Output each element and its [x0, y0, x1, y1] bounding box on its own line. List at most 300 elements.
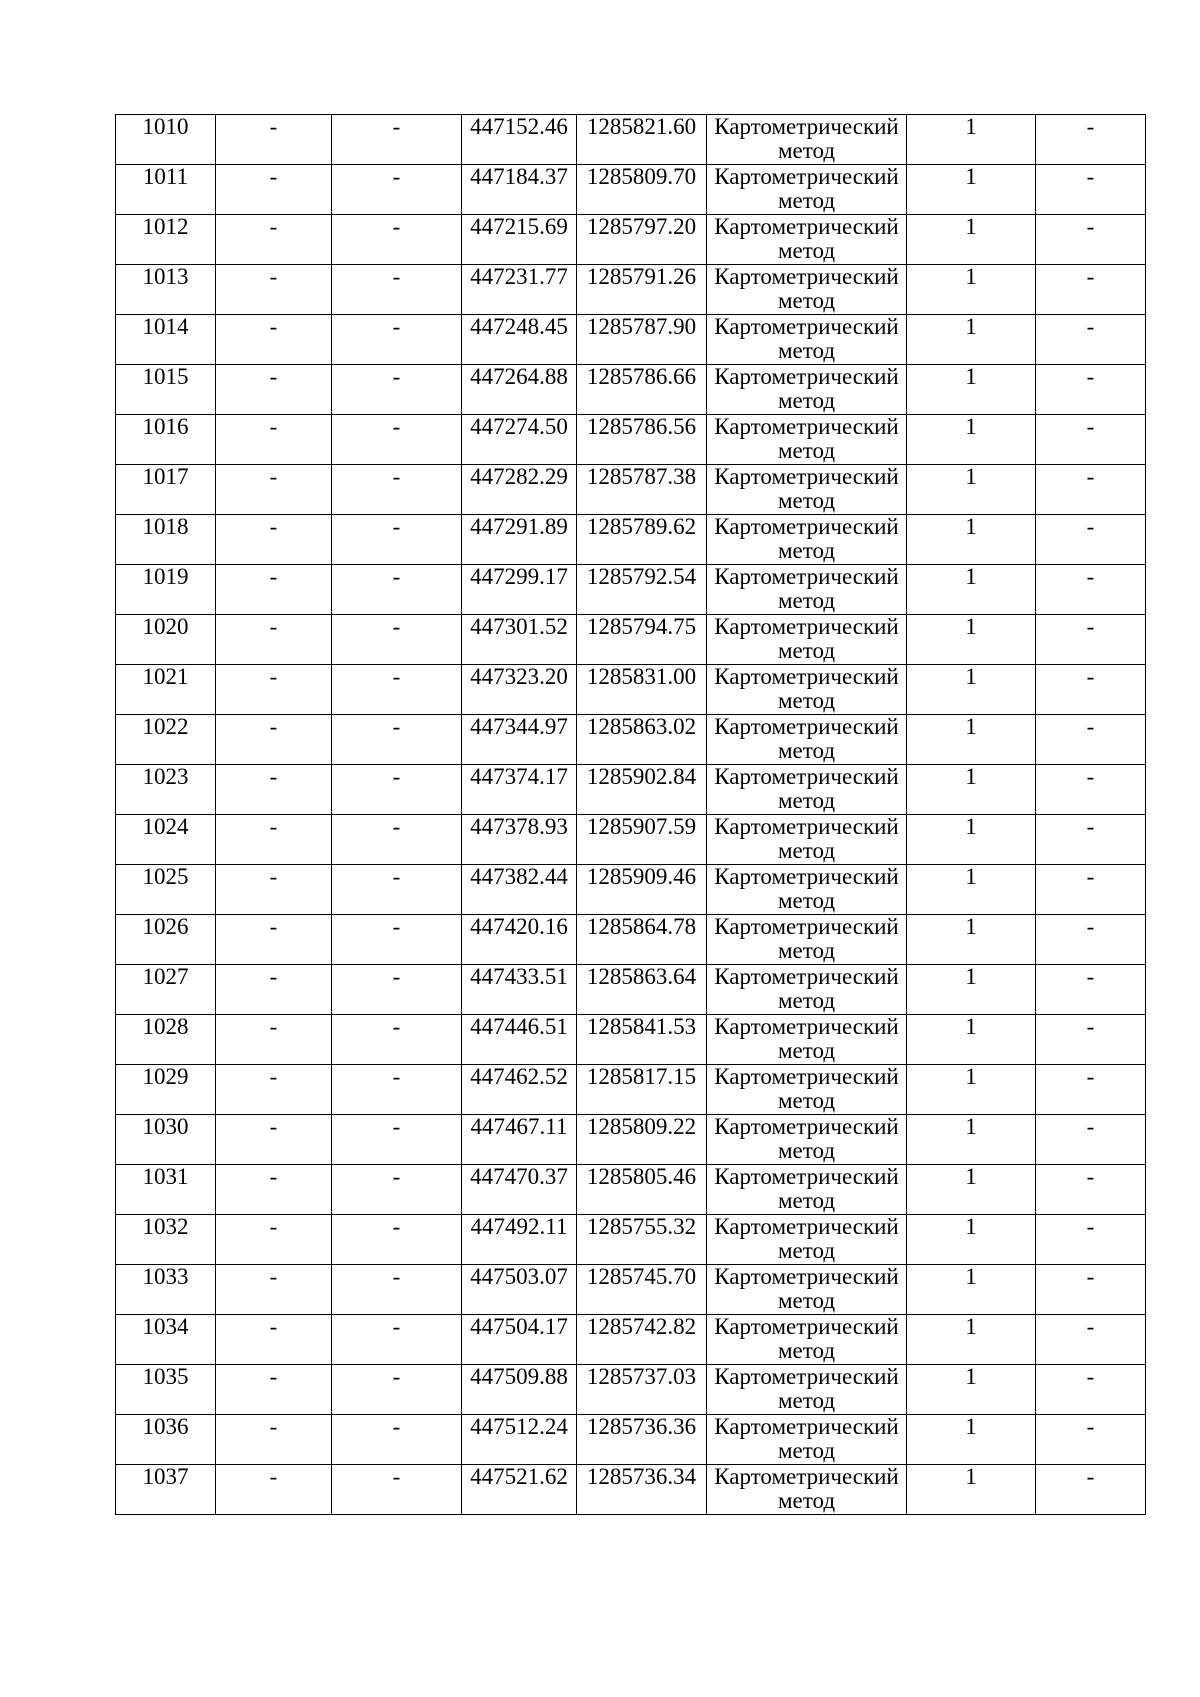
accuracy-cell: 1 [907, 1065, 1036, 1115]
accuracy-cell: 1 [907, 965, 1036, 1015]
point-number-cell: 1030 [116, 1115, 216, 1165]
point-number-cell: 1014 [116, 315, 216, 365]
coordinate-x-cell: 447433.51 [462, 965, 577, 1015]
empty-value-cell: - [216, 1165, 332, 1215]
empty-value-cell: - [332, 565, 462, 615]
method-line-2: метод [777, 1488, 836, 1513]
method-line-1: Картометрический [714, 1014, 899, 1039]
accuracy-cell: 1 [907, 215, 1036, 265]
method-cell [707, 865, 907, 915]
coordinate-y-cell: 1285902.84 [577, 765, 707, 815]
empty-value-cell: - [332, 365, 462, 415]
coordinate-y-cell: 1285863.02 [577, 715, 707, 765]
empty-value-cell: - [216, 815, 332, 865]
coordinate-y-cell: 1285786.56 [577, 415, 707, 465]
coordinate-x-cell: 447152.46 [462, 115, 577, 165]
method-line-1: Картометрический [714, 464, 899, 489]
method-cell [707, 515, 907, 565]
coordinate-y-cell: 1285745.70 [577, 1265, 707, 1315]
point-number-cell: 1035 [116, 1365, 216, 1415]
accuracy-cell: 1 [907, 815, 1036, 865]
method-cell [707, 165, 907, 215]
point-number-cell: 1032 [116, 1215, 216, 1265]
table-body [116, 115, 1146, 1515]
accuracy-cell: 1 [907, 665, 1036, 715]
empty-value-cell: - [1036, 1015, 1146, 1065]
method-line-1: Картометрический [714, 564, 899, 589]
method-line-2: метод [777, 238, 836, 263]
method-line-2: метод [777, 788, 836, 813]
table-row [116, 1315, 1146, 1365]
coordinate-y-cell: 1285831.00 [577, 665, 707, 715]
accuracy-cell: 1 [907, 265, 1036, 315]
coordinate-y-cell: 1285791.26 [577, 265, 707, 315]
empty-value-cell: - [216, 315, 332, 365]
method-line-1: Картометрический [714, 514, 899, 539]
coordinate-y-cell: 1285786.66 [577, 365, 707, 415]
method-cell [707, 415, 907, 465]
coordinate-x-cell: 447462.52 [462, 1065, 577, 1115]
empty-value-cell: - [1036, 1465, 1146, 1515]
empty-value-cell: - [332, 1215, 462, 1265]
empty-value-cell: - [216, 515, 332, 565]
method-line-1: Картометрический [714, 914, 899, 939]
method-line-1: Картометрический [714, 314, 899, 339]
coordinate-y-cell: 1285794.75 [577, 615, 707, 665]
method-line-2: метод [777, 1388, 836, 1413]
accuracy-cell: 1 [907, 465, 1036, 515]
coordinate-x-cell: 447291.89 [462, 515, 577, 565]
method-line-1: Картометрический [714, 864, 899, 889]
method-line-2: метод [777, 688, 836, 713]
coordinate-x-cell: 447264.88 [462, 365, 577, 415]
empty-value-cell: - [332, 1415, 462, 1465]
coordinate-x-cell: 447492.11 [462, 1215, 577, 1265]
method-line-2: метод [777, 1288, 836, 1313]
empty-value-cell: - [216, 115, 332, 165]
table-row [116, 1015, 1146, 1065]
point-number-cell: 1010 [116, 115, 216, 165]
empty-value-cell: - [1036, 915, 1146, 965]
method-line-1: Картометрический [714, 814, 899, 839]
coordinate-x-cell: 447504.17 [462, 1315, 577, 1365]
method-cell [707, 365, 907, 415]
empty-value-cell: - [216, 765, 332, 815]
coordinate-y-cell: 1285736.36 [577, 1415, 707, 1465]
empty-value-cell: - [1036, 515, 1146, 565]
empty-value-cell: - [332, 1065, 462, 1115]
method-line-1: Картометрический [714, 364, 899, 389]
point-number-cell: 1036 [116, 1415, 216, 1465]
table-row [116, 1465, 1146, 1515]
empty-value-cell: - [1036, 215, 1146, 265]
coordinate-y-cell: 1285787.90 [577, 315, 707, 365]
method-cell [707, 815, 907, 865]
method-cell [707, 465, 907, 515]
method-line-2: метод [777, 988, 836, 1013]
method-line-1: Картометрический [714, 164, 899, 189]
accuracy-cell: 1 [907, 515, 1036, 565]
accuracy-cell: 1 [907, 865, 1036, 915]
table-row [116, 465, 1146, 515]
empty-value-cell: - [1036, 1415, 1146, 1465]
coordinate-x-cell: 447231.77 [462, 265, 577, 315]
method-line-2: метод [777, 738, 836, 763]
table-row [116, 515, 1146, 565]
accuracy-cell: 1 [907, 765, 1036, 815]
method-cell [707, 1365, 907, 1415]
method-cell [707, 265, 907, 315]
method-line-1: Картометрический [714, 414, 899, 439]
empty-value-cell: - [332, 715, 462, 765]
table-row [116, 1115, 1146, 1165]
method-line-1: Картометрический [714, 714, 899, 739]
method-line-1: Картометрический [714, 1414, 899, 1439]
method-line-1: Картометрический [714, 114, 899, 139]
point-number-cell: 1017 [116, 465, 216, 515]
point-number-cell: 1037 [116, 1465, 216, 1515]
point-number-cell: 1025 [116, 865, 216, 915]
empty-value-cell: - [1036, 1265, 1146, 1315]
accuracy-cell: 1 [907, 1165, 1036, 1215]
empty-value-cell: - [332, 765, 462, 815]
empty-value-cell: - [332, 515, 462, 565]
empty-value-cell: - [1036, 1365, 1146, 1415]
empty-value-cell: - [332, 1365, 462, 1415]
method-line-1: Картометрический [714, 214, 899, 239]
empty-value-cell: - [332, 315, 462, 365]
coordinate-x-cell: 447215.69 [462, 215, 577, 265]
accuracy-cell: 1 [907, 365, 1036, 415]
coordinate-x-cell: 447323.20 [462, 665, 577, 715]
method-line-2: метод [777, 1438, 836, 1463]
point-number-cell: 1016 [116, 415, 216, 465]
coordinate-y-cell: 1285789.62 [577, 515, 707, 565]
coordinate-x-cell: 447420.16 [462, 915, 577, 965]
empty-value-cell: - [216, 1215, 332, 1265]
method-line-2: метод [777, 1138, 836, 1163]
coordinate-y-cell: 1285907.59 [577, 815, 707, 865]
coordinate-y-cell: 1285864.78 [577, 915, 707, 965]
table-row [116, 365, 1146, 415]
empty-value-cell: - [216, 215, 332, 265]
method-line-1: Картометрический [714, 1464, 899, 1489]
accuracy-cell: 1 [907, 1465, 1036, 1515]
coordinate-x-cell: 447467.11 [462, 1115, 577, 1165]
method-line-1: Картометрический [714, 1214, 899, 1239]
coordinate-x-cell: 447509.88 [462, 1365, 577, 1415]
table-row [116, 665, 1146, 715]
method-cell [707, 765, 907, 815]
coordinate-y-cell: 1285809.22 [577, 1115, 707, 1165]
empty-value-cell: - [332, 465, 462, 515]
empty-value-cell: - [332, 1115, 462, 1165]
coordinate-y-cell: 1285742.82 [577, 1315, 707, 1365]
table-row [116, 215, 1146, 265]
empty-value-cell: - [332, 815, 462, 865]
table-row [116, 1165, 1146, 1215]
empty-value-cell: - [332, 115, 462, 165]
table-row [116, 765, 1146, 815]
table-row [116, 865, 1146, 915]
accuracy-cell: 1 [907, 915, 1036, 965]
point-number-cell: 1034 [116, 1315, 216, 1365]
empty-value-cell: - [1036, 715, 1146, 765]
empty-value-cell: - [1036, 465, 1146, 515]
method-cell [707, 1165, 907, 1215]
empty-value-cell: - [1036, 115, 1146, 165]
point-number-cell: 1023 [116, 765, 216, 815]
empty-value-cell: - [1036, 1315, 1146, 1365]
empty-value-cell: - [216, 865, 332, 915]
method-cell [707, 115, 907, 165]
empty-value-cell: - [1036, 365, 1146, 415]
empty-value-cell: - [1036, 1115, 1146, 1165]
accuracy-cell: 1 [907, 1215, 1036, 1265]
coordinate-y-cell: 1285787.38 [577, 465, 707, 515]
point-number-cell: 1015 [116, 365, 216, 415]
method-line-1: Картометрический [714, 1264, 899, 1289]
empty-value-cell: - [216, 615, 332, 665]
method-line-1: Картометрический [714, 264, 899, 289]
accuracy-cell: 1 [907, 1415, 1036, 1465]
table-row [116, 415, 1146, 465]
coordinate-x-cell: 447470.37 [462, 1165, 577, 1215]
coordinate-x-cell: 447248.45 [462, 315, 577, 365]
method-line-1: Картометрический [714, 964, 899, 989]
empty-value-cell: - [216, 165, 332, 215]
empty-value-cell: - [1036, 315, 1146, 365]
empty-value-cell: - [1036, 265, 1146, 315]
empty-value-cell: - [216, 1315, 332, 1365]
empty-value-cell: - [332, 1165, 462, 1215]
method-line-2: метод [777, 588, 836, 613]
point-number-cell: 1028 [116, 1015, 216, 1065]
method-line-1: Картометрический [714, 614, 899, 639]
coordinate-x-cell: 447299.17 [462, 565, 577, 615]
empty-value-cell: - [332, 1465, 462, 1515]
table-row [116, 815, 1146, 865]
coordinate-x-cell: 447446.51 [462, 1015, 577, 1065]
coordinate-x-cell: 447301.52 [462, 615, 577, 665]
coordinate-x-cell: 447378.93 [462, 815, 577, 865]
accuracy-cell: 1 [907, 615, 1036, 665]
table-row [116, 1265, 1146, 1315]
method-line-1: Картометрический [714, 664, 899, 689]
accuracy-cell: 1 [907, 1115, 1036, 1165]
empty-value-cell: - [332, 1315, 462, 1365]
method-line-2: метод [777, 888, 836, 913]
coordinate-y-cell: 1285805.46 [577, 1165, 707, 1215]
point-number-cell: 1021 [116, 665, 216, 715]
empty-value-cell: - [216, 365, 332, 415]
method-cell [707, 1315, 907, 1365]
method-line-2: метод [777, 1188, 836, 1213]
method-cell [707, 315, 907, 365]
method-line-2: метод [777, 138, 836, 163]
empty-value-cell: - [1036, 965, 1146, 1015]
empty-value-cell: - [1036, 565, 1146, 615]
method-line-1: Картометрический [714, 1164, 899, 1189]
method-cell [707, 1015, 907, 1065]
method-cell [707, 1265, 907, 1315]
table-row [116, 1365, 1146, 1415]
point-number-cell: 1020 [116, 615, 216, 665]
accuracy-cell: 1 [907, 1265, 1036, 1315]
empty-value-cell: - [216, 1065, 332, 1115]
empty-value-cell: - [1036, 765, 1146, 815]
empty-value-cell: - [1036, 165, 1146, 215]
method-line-2: метод [777, 1338, 836, 1363]
table-row [116, 265, 1146, 315]
empty-value-cell: - [216, 665, 332, 715]
method-cell [707, 215, 907, 265]
point-number-cell: 1012 [116, 215, 216, 265]
table-row [116, 565, 1146, 615]
empty-value-cell: - [216, 1265, 332, 1315]
method-cell [707, 1465, 907, 1515]
coordinate-y-cell: 1285909.46 [577, 865, 707, 915]
coordinate-x-cell: 447503.07 [462, 1265, 577, 1315]
table-row [116, 1215, 1146, 1265]
coordinates-table [115, 114, 1146, 1515]
coordinate-x-cell: 447512.24 [462, 1415, 577, 1465]
method-cell [707, 565, 907, 615]
method-cell [707, 615, 907, 665]
empty-value-cell: - [216, 1365, 332, 1415]
accuracy-cell: 1 [907, 315, 1036, 365]
method-cell [707, 915, 907, 965]
empty-value-cell: - [1036, 415, 1146, 465]
table-row [116, 165, 1146, 215]
empty-value-cell: - [216, 265, 332, 315]
point-number-cell: 1029 [116, 1065, 216, 1115]
empty-value-cell: - [216, 915, 332, 965]
method-cell [707, 1115, 907, 1165]
empty-value-cell: - [1036, 865, 1146, 915]
coordinate-y-cell: 1285809.70 [577, 165, 707, 215]
point-number-cell: 1018 [116, 515, 216, 565]
accuracy-cell: 1 [907, 565, 1036, 615]
coordinate-y-cell: 1285821.60 [577, 115, 707, 165]
coordinate-y-cell: 1285737.03 [577, 1365, 707, 1415]
empty-value-cell: - [216, 965, 332, 1015]
method-line-2: метод [777, 438, 836, 463]
accuracy-cell: 1 [907, 1365, 1036, 1415]
empty-value-cell: - [332, 965, 462, 1015]
table-row [116, 1065, 1146, 1115]
method-line-2: метод [777, 388, 836, 413]
method-line-1: Картометрический [714, 1114, 899, 1139]
table-row [116, 915, 1146, 965]
coordinate-x-cell: 447374.17 [462, 765, 577, 815]
empty-value-cell: - [1036, 815, 1146, 865]
coordinate-x-cell: 447344.97 [462, 715, 577, 765]
empty-value-cell: - [216, 565, 332, 615]
method-line-1: Картометрический [714, 1364, 899, 1389]
coordinate-y-cell: 1285841.53 [577, 1015, 707, 1065]
coordinate-x-cell: 447382.44 [462, 865, 577, 915]
method-cell [707, 665, 907, 715]
table-row [116, 115, 1146, 165]
coordinate-y-cell: 1285863.64 [577, 965, 707, 1015]
coordinate-x-cell: 447184.37 [462, 165, 577, 215]
point-number-cell: 1022 [116, 715, 216, 765]
method-line-2: метод [777, 638, 836, 663]
method-line-1: Картометрический [714, 764, 899, 789]
method-line-1: Картометрический [714, 1314, 899, 1339]
accuracy-cell: 1 [907, 115, 1036, 165]
point-number-cell: 1011 [116, 165, 216, 215]
accuracy-cell: 1 [907, 165, 1036, 215]
coordinate-y-cell: 1285755.32 [577, 1215, 707, 1265]
point-number-cell: 1026 [116, 915, 216, 965]
method-cell [707, 715, 907, 765]
table-row [116, 615, 1146, 665]
coordinate-y-cell: 1285797.20 [577, 215, 707, 265]
table-row [116, 715, 1146, 765]
empty-value-cell: - [332, 265, 462, 315]
empty-value-cell: - [216, 1015, 332, 1065]
empty-value-cell: - [1036, 1065, 1146, 1115]
coordinate-x-cell: 447521.62 [462, 1465, 577, 1515]
accuracy-cell: 1 [907, 415, 1036, 465]
method-line-2: метод [777, 538, 836, 563]
empty-value-cell: - [332, 615, 462, 665]
accuracy-cell: 1 [907, 1015, 1036, 1065]
empty-value-cell: - [216, 415, 332, 465]
table-row [116, 315, 1146, 365]
empty-value-cell: - [216, 1115, 332, 1165]
method-line-2: метод [777, 1238, 836, 1263]
empty-value-cell: - [1036, 665, 1146, 715]
empty-value-cell: - [216, 465, 332, 515]
accuracy-cell: 1 [907, 715, 1036, 765]
method-line-1: Картометрический [714, 1064, 899, 1089]
coordinate-y-cell: 1285736.34 [577, 1465, 707, 1515]
table-row [116, 1415, 1146, 1465]
method-cell [707, 1415, 907, 1465]
empty-value-cell: - [216, 1415, 332, 1465]
empty-value-cell: - [332, 1265, 462, 1315]
empty-value-cell: - [1036, 1165, 1146, 1215]
empty-value-cell: - [332, 865, 462, 915]
method-line-2: метод [777, 288, 836, 313]
point-number-cell: 1027 [116, 965, 216, 1015]
method-cell [707, 1215, 907, 1265]
method-line-2: метод [777, 1088, 836, 1113]
method-cell [707, 965, 907, 1015]
method-line-2: метод [777, 488, 836, 513]
empty-value-cell: - [332, 1015, 462, 1065]
empty-value-cell: - [332, 915, 462, 965]
coordinate-y-cell: 1285817.15 [577, 1065, 707, 1115]
coordinate-x-cell: 447274.50 [462, 415, 577, 465]
method-line-2: метод [777, 1038, 836, 1063]
accuracy-cell: 1 [907, 1315, 1036, 1365]
empty-value-cell: - [332, 215, 462, 265]
method-line-2: метод [777, 188, 836, 213]
point-number-cell: 1031 [116, 1165, 216, 1215]
empty-value-cell: - [332, 415, 462, 465]
method-line-2: метод [777, 338, 836, 363]
point-number-cell: 1013 [116, 265, 216, 315]
method-line-2: метод [777, 838, 836, 863]
empty-value-cell: - [332, 665, 462, 715]
point-number-cell: 1019 [116, 565, 216, 615]
method-line-2: метод [777, 938, 836, 963]
empty-value-cell: - [216, 715, 332, 765]
